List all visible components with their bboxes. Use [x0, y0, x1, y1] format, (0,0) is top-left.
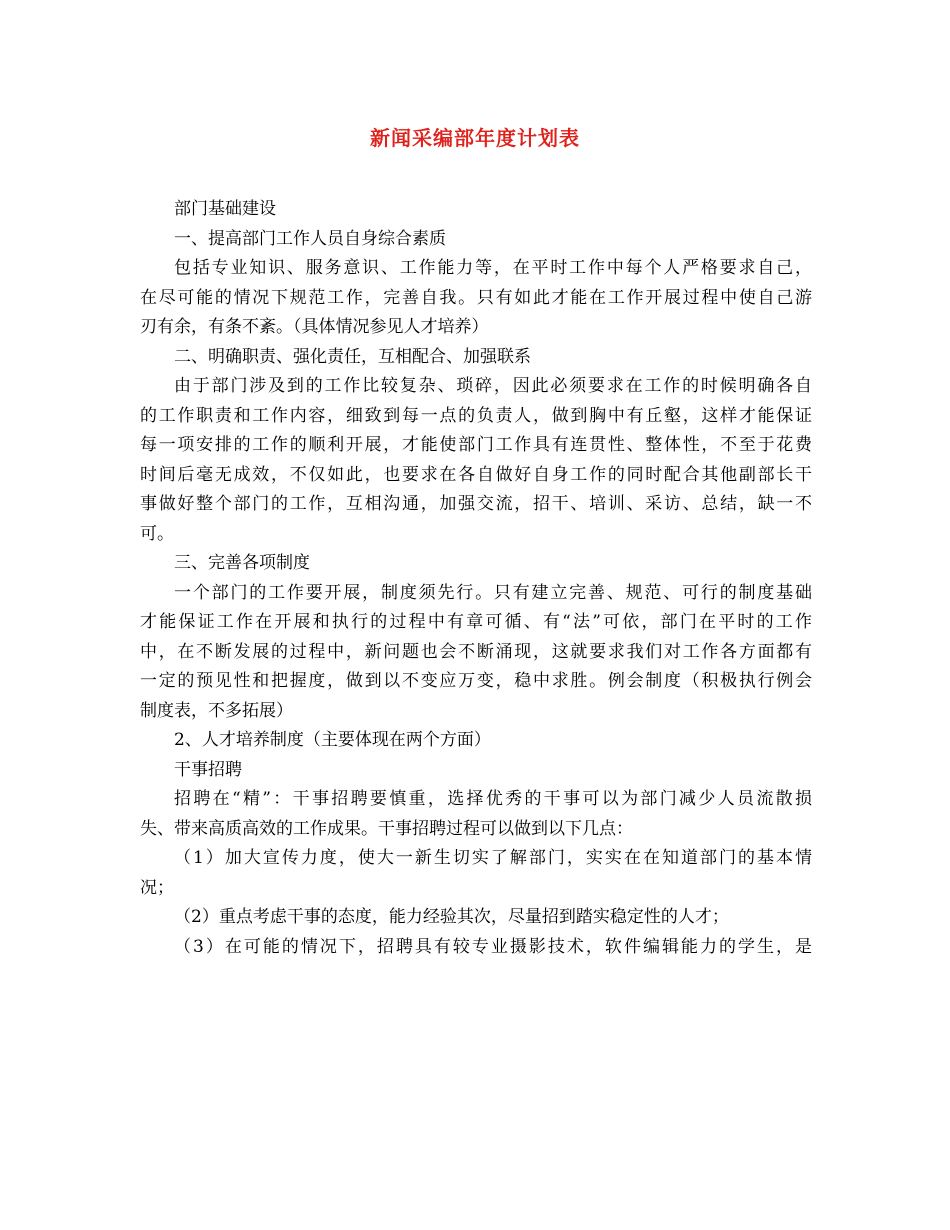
paragraph-line: 事做好整个部门的工作，互相沟通，加强交流，招干、培训、采访、总结，缺一不 — [140, 494, 812, 514]
paragraph-line: 可。 — [140, 523, 174, 544]
paragraph-line: （1）加大宣传力度，使大一新生切实了解部门，实实在在知道部门的基本情 — [174, 848, 812, 868]
document-title: 新闻采编部年度计划表 — [370, 126, 580, 150]
paragraph-line: 2、人才培养制度（主要体现在两个方面） — [174, 730, 491, 750]
paragraph-line: 才能保证工作在开展和执行的过程中有章可循、有“法”可依，部门在平时的工作 — [140, 612, 812, 632]
paragraph-line: 况； — [140, 877, 174, 898]
paragraph-line: 时间后毫无成效，不仅如此，也要求在各自做好自身工作的同时配合其他副部长干 — [140, 464, 812, 485]
paragraph-line: 由于部门涉及到的工作比较复杂、琐碎，因此必须要求在工作的时候明确各自 — [174, 376, 812, 396]
paragraph-line: 的工作职责和工作内容，细致到每一点的负责人，做到胸中有丘壑，这样才能保证 — [140, 405, 812, 426]
paragraph-line: 制度表，不多拓展） — [140, 700, 293, 721]
paragraph-line: 三、完善各项制度 — [174, 553, 310, 573]
paragraph-line: 失、带来高质高效的工作成果。干事招聘过程可以做到以下几点： — [140, 818, 633, 839]
paragraph-line: 一、提高部门工作人员自身综合素质 — [174, 228, 446, 249]
paragraph-line: 二、明确职责、强化责任，互相配合、加强联系 — [174, 346, 531, 367]
paragraph-line: 一定的预见性和把握度，做到以不变应万变，稳中求胜。例会制度（积极执行例会 — [140, 671, 812, 691]
paragraph-line: （3）在可能的情况下，招聘具有较专业摄影技术，软件编辑能力的学生，是 — [174, 936, 812, 957]
paragraph-line: 在尽可能的情况下规范工作，完善自我。只有如此才能在工作开展过程中使自己游 — [140, 287, 812, 308]
paragraph-line: （2）重点考虑干事的态度，能力经验其次，尽量招到踏实稳定性的人才； — [174, 907, 729, 927]
document-body — [140, 195, 812, 962]
paragraph-line: 一个部门的工作要开展，制度须先行。只有建立完善、规范、可行的制度基础 — [174, 582, 812, 603]
paragraph-line: 包括专业知识、服务意识、工作能力等，在平时工作中每个人严格要求自己， — [174, 258, 812, 278]
paragraph-line: 中，在不断发展的过程中，新问题也会不断涌现，这就要求我们对工作各方面都有 — [140, 641, 812, 662]
paragraph-line: 每一项安排的工作的顺利开展，才能使部门工作具有连贯性、整体性，不至于花费 — [140, 435, 812, 455]
paragraph-line: 招聘在“精”：干事招聘要慎重，选择优秀的干事可以为部门减少人员流散损 — [174, 789, 812, 809]
paragraph-line: 刃有余，有条不紊。（具体情况参见人才培养） — [140, 317, 489, 337]
paragraph-line: 部门基础建设 — [174, 199, 276, 219]
paragraph-line: 干事招聘 — [174, 759, 242, 780]
